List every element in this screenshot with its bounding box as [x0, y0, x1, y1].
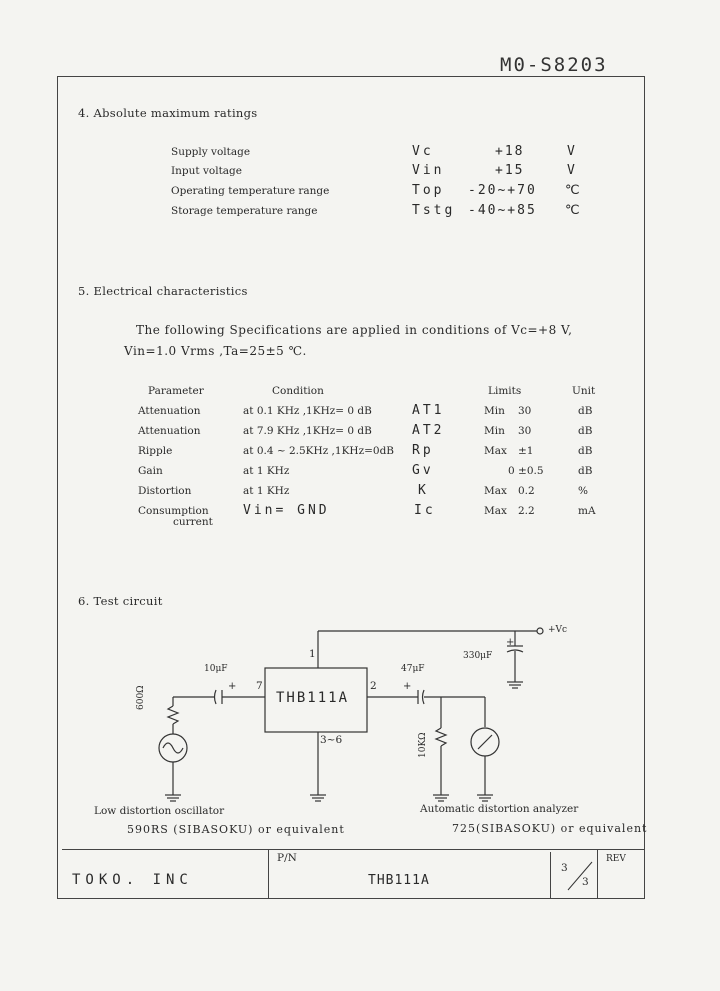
pin-3-6-label: 3~6 — [320, 734, 343, 746]
section4-title: 4. Absolute maximum ratings — [78, 106, 258, 120]
param-symbol: Rp — [412, 443, 434, 458]
rating-value: -20~+70 — [468, 183, 537, 198]
param-name: Attenuation — [138, 405, 201, 417]
param-unit: dB — [578, 445, 593, 457]
rating-unit: ℃ — [565, 183, 582, 198]
param-condition: at 0.1 KHz ,1KHz= 0 dB — [243, 405, 372, 417]
title-block-divider — [550, 852, 551, 899]
title-block-top-line — [62, 849, 645, 850]
sheet-slash — [560, 858, 596, 894]
title-block-divider — [268, 849, 269, 899]
param-limit-type: Min — [484, 425, 505, 437]
param-condition: at 7.9 KHz ,1KHz= 0 dB — [243, 425, 372, 437]
rating-unit: V — [567, 163, 577, 178]
param-limit-value: 0 ±0.5 — [508, 465, 544, 477]
param-unit: % — [578, 485, 588, 497]
part-number: THB111A — [368, 873, 430, 888]
header-condition: Condition — [272, 385, 324, 397]
param-limit-value: 2.2 — [518, 505, 535, 517]
rating-name: Supply voltage — [171, 146, 251, 158]
param-name: Distortion — [138, 485, 192, 497]
rating-value: -40~+85 — [468, 203, 537, 218]
param-limit-type: Max — [484, 505, 507, 517]
document-number: M0-S8203 — [500, 54, 608, 76]
param-name: Consumption — [138, 505, 209, 517]
param-limit-value: 0.2 — [518, 485, 535, 497]
supply-cap-plus: + — [506, 637, 515, 648]
param-unit: dB — [578, 405, 593, 417]
param-symbol: Gv — [412, 463, 434, 478]
param-unit: dB — [578, 425, 593, 437]
rating-symbol: Vc — [412, 144, 434, 159]
vc-terminal-label: +Vc — [548, 625, 568, 635]
param-symbol: Ic — [414, 503, 436, 518]
param-limit-type: Min — [484, 405, 505, 417]
param-symbol: K — [418, 483, 429, 498]
param-unit: mA — [578, 505, 596, 517]
chip-label: THB111A — [276, 690, 350, 706]
param-condition: Vin= GND — [243, 503, 330, 518]
section5-title: 5. Electrical characteristics — [78, 284, 248, 298]
rating-symbol: Top — [412, 183, 445, 198]
oscillator-model: 590RS (SIBASOKU) or equivalent — [127, 823, 345, 836]
supply-cap-label: 330μF — [463, 651, 493, 661]
output-cap-label: 47μF — [401, 664, 425, 674]
sheet-total: 3 — [582, 876, 589, 888]
output-cap-plus: + — [403, 681, 412, 692]
input-cap-plus: + — [228, 681, 237, 692]
rating-value: +18 — [495, 144, 525, 159]
rating-unit: V — [567, 144, 577, 159]
analyzer-model: 725(SIBASOKU) or equivalent — [452, 822, 648, 835]
param-symbol: AT2 — [412, 423, 445, 438]
company-name: TOKO. INC — [72, 872, 193, 888]
input-cap-label: 10μF — [204, 664, 228, 674]
pin-7-label: 7 — [256, 680, 263, 692]
pin-2-label: 2 — [370, 680, 377, 692]
rating-unit: ℃ — [565, 203, 582, 218]
param-limit-value: 30 — [518, 405, 532, 417]
param-name: Attenuation — [138, 425, 201, 437]
rating-name: Operating temperature range — [171, 185, 330, 197]
param-name-line2: current — [173, 516, 213, 528]
spec-line-2: Vin=1.0 Vrms ,Ta=25±5 ℃. — [124, 344, 307, 358]
analyzer-caption: Automatic distortion analyzer — [420, 803, 579, 815]
rating-symbol: Tstg — [412, 203, 456, 218]
pn-label: P/N — [277, 852, 297, 864]
param-condition: at 1 KHz — [243, 485, 290, 497]
param-limit-type: Max — [484, 485, 507, 497]
rating-value: +15 — [495, 163, 525, 178]
param-limit-type: Max — [484, 445, 507, 457]
title-block-divider — [597, 849, 598, 899]
header-parameter: Parameter — [148, 385, 204, 397]
param-name: Ripple — [138, 445, 173, 457]
param-limit-value: ±1 — [518, 445, 534, 457]
spec-line-1: The following Specifications are applied in conditions of Vc=+8 V, — [136, 323, 573, 337]
load-resistor-label: 10KΩ — [418, 732, 428, 758]
rev-label: REV — [606, 854, 626, 864]
param-symbol: AT1 — [412, 403, 445, 418]
oscillator-resistor-label: 600Ω — [136, 685, 146, 710]
param-condition: at 1 KHz — [243, 465, 290, 477]
param-limit-value: 30 — [518, 425, 532, 437]
param-condition: at 0.4 ~ 2.5KHz ,1KHz=0dB — [243, 445, 395, 457]
pin-1-label: 1 — [309, 648, 316, 660]
param-unit: dB — [578, 465, 593, 477]
rating-symbol: Vin — [412, 163, 445, 178]
header-unit: Unit — [572, 385, 596, 397]
sheet-number: 3 — [561, 862, 568, 874]
param-name: Gain — [138, 465, 163, 477]
section6-title: 6. Test circuit — [78, 594, 163, 608]
header-limits: Limits — [488, 385, 522, 397]
rating-name: Storage temperature range — [171, 205, 318, 217]
rating-name: Input voltage — [171, 165, 242, 177]
oscillator-caption: Low distortion oscillator — [94, 805, 225, 817]
